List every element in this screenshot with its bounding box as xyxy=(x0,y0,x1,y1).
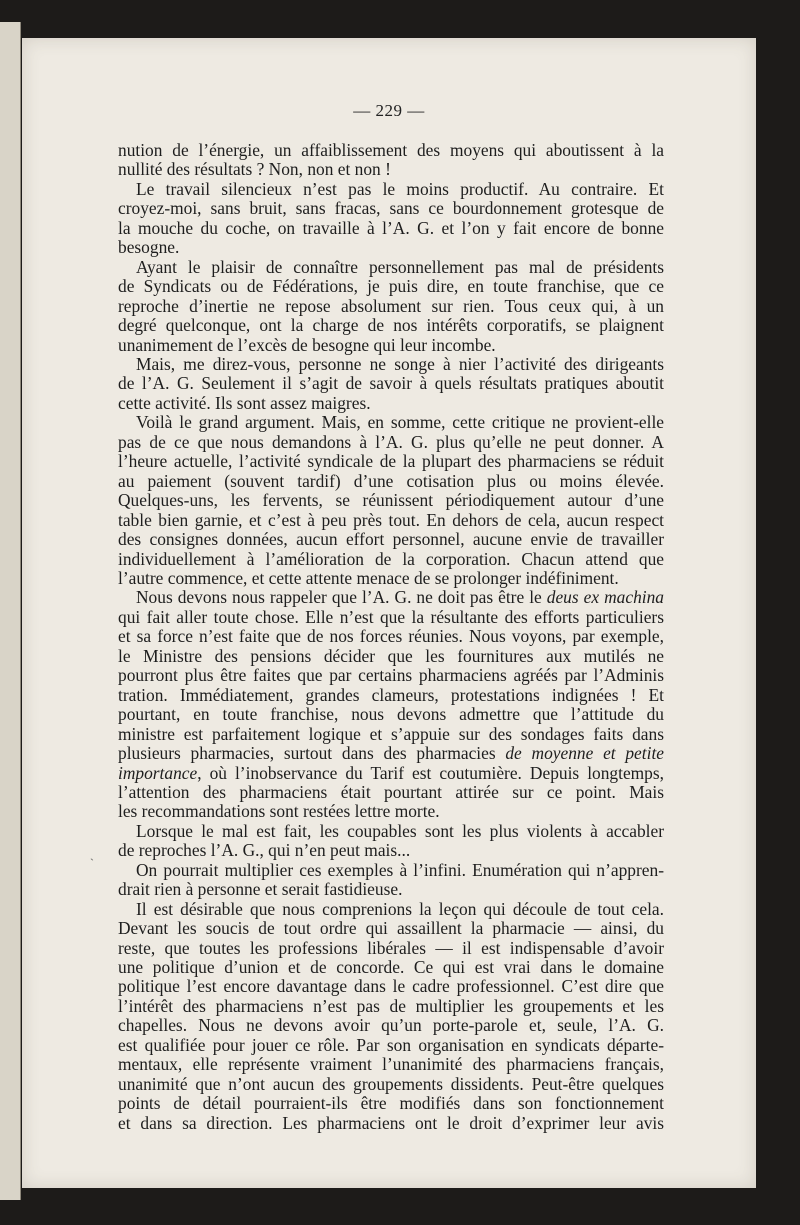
text-line: qui fait aller toute chose. Elle n’est que la résultante des efforts particuliers xyxy=(118,606,664,627)
text-line: importance, où l’inobservance du Tarif est coutumière. Depuis longtemps, xyxy=(118,762,664,783)
text-line: tration. Immédiatement, grandes clameurs, protestations indignées ! Et xyxy=(118,684,664,705)
text-line: table bien garnie, et c’est à peu près tout. En dehors de cela, aucun respect xyxy=(118,509,664,530)
text-line: reste, que toutes les professions libérales — il est indispensable d’avoir xyxy=(118,937,664,958)
text-line: pourront plus être faites que par certains pharmaciens agréés par l’Adminis xyxy=(118,665,664,686)
text-line: est qualifiée pour jouer ce rôle. Par son organisation en syndicats départe- xyxy=(118,1034,664,1055)
text-line: une politique d’union et de concorde. Ce qui est vrai dans le domaine xyxy=(118,957,664,978)
text-line: la mouche du coche, on travaille à l’A. G. et l’on y fait encore de bonne xyxy=(118,217,664,238)
text-line: On pourrait multiplier ces exemples à l’infini. Enumération qui n’appren- xyxy=(136,859,664,880)
text-line: nullité des résultats ? Non, non et non ! xyxy=(118,159,391,180)
text-line: Ayant le plaisir de connaître personnellement pas mal de présidents xyxy=(136,256,664,277)
text-line: plusieurs pharmacies, surtout dans des pharmacies de moyenne et petite xyxy=(118,743,664,764)
text-line: les recommandations sont restées lettre morte. xyxy=(118,801,440,822)
adjacent-page-edge xyxy=(0,22,21,1200)
text-line: chapelles. Nous ne devons avoir qu’un porte-parole et, seule, l’A. G. xyxy=(118,1015,664,1036)
text-line: des consignes données, aucun effort personnel, aucune envie de travailler xyxy=(118,529,664,550)
text-line: Il est désirable que nous comprenions la leçon qui découle de tout cela. xyxy=(136,898,664,919)
text-line: Lorsque le mal est fait, les coupables sont les plus violents à accabler xyxy=(136,820,664,841)
text-line: reproche d’inertie ne repose absolument sur rien. Tous ceux qui, à un xyxy=(118,295,664,316)
text-line: l’intérêt des pharmaciens n’est pas de multiplier les groupements et les xyxy=(118,995,664,1016)
text-line: le Ministre des pensions décider que les fournitures aux mutilés ne xyxy=(118,645,664,666)
text-line: de reproches l’A. G., qui n’en peut mais... xyxy=(118,840,411,861)
text-line: Nous devons nous rappeler que l’A. G. ne doit pas être le deus ex machina xyxy=(136,587,664,608)
text-line: unanimité que n’ont aucun des groupements dissidents. Peut-être quelques xyxy=(118,1073,664,1094)
text-line: Mais, me direz-vous, personne ne songe à nier l’activité des dirigeants xyxy=(136,353,664,374)
text-line: individuellement à l’amélioration de la corporation. Chacun attend que xyxy=(118,548,664,569)
stray-mark: ` xyxy=(90,856,94,870)
text-line: unanimement de l’excès de besogne qui leur incombe. xyxy=(118,334,496,355)
text-line: et dans sa direction. Les pharmaciens ont le droit d’exprimer leur avis xyxy=(118,1112,664,1133)
text-line: Voilà le grand argument. Mais, en somme, cette critique ne provient-elle xyxy=(136,412,664,433)
text-line: points de détail pourraient-ils être modifiés dans son fonctionnement xyxy=(118,1093,664,1114)
text-line: pourtant, en toute franchise, nous devons admettre que l’attitude du xyxy=(118,704,664,725)
text-line: degré quelconque, ont la charge de nos intérêts corporatifs, se plaignent xyxy=(118,315,664,336)
text-line: l’autre commence, et cette attente menace de se prolonger indéfiniment. xyxy=(118,567,619,588)
text-line: l’attention des pharmaciens était pourtant attirée sur ce point. Mais xyxy=(118,781,664,802)
text-line: ministre est parfaitement logique et s’appuie sur des sondages faits dans xyxy=(118,723,664,744)
text-line: drait rien à personne et serait fastidieuse. xyxy=(118,879,403,900)
text-line: l’heure actuelle, l’activité syndicale de la plupart des pharmaciens se réduit xyxy=(118,451,664,472)
text-line: Le travail silencieux n’est pas le moins productif. Au contraire. Et xyxy=(136,178,664,199)
text-line: cette activité. Ils sont assez maigres. xyxy=(118,392,371,413)
text-line: pas de ce que nous demandons à l’A. G. plus qu’elle ne peut donner. A xyxy=(118,431,664,452)
text-line: Quelques-uns, les fervents, se réunissent périodiquement autour d’une xyxy=(118,490,664,511)
text-line: de Syndicats ou de Fédérations, je puis dire, en toute franchise, que ce xyxy=(118,276,664,297)
text-line: croyez-moi, sans bruit, sans fracas, sans ce bourdonnement grotesque de xyxy=(118,198,664,219)
page-number: — 229 — xyxy=(353,101,425,120)
text-line: mentaux, elle représente vraiment l’unanimité des pharmaciens français, xyxy=(118,1054,664,1075)
text-line: Devant les soucis de tout ordre qui assaillent la pharmacie — ainsi, du xyxy=(118,918,664,939)
text-line: au paiement (souvent tardif) d’une cotisation plus ou moins élevée. xyxy=(118,470,664,491)
text-line: nution de l’énergie, un affaiblissement des moyens qui aboutissent à la xyxy=(118,140,664,160)
text-line: de l’A. G. Seulement il s’agit de savoir à quels résultats pratiques aboutit xyxy=(118,373,664,394)
text-line: besogne. xyxy=(118,237,180,258)
text-line: et sa force n’est faite que de nos forces réunies. Nous voyons, par exemple, xyxy=(118,626,664,647)
body-text xyxy=(118,141,664,1133)
text-line: politique l’est encore davantage dans le cadre professionnel. C’est dire que xyxy=(118,976,664,997)
book-page xyxy=(22,38,756,1188)
